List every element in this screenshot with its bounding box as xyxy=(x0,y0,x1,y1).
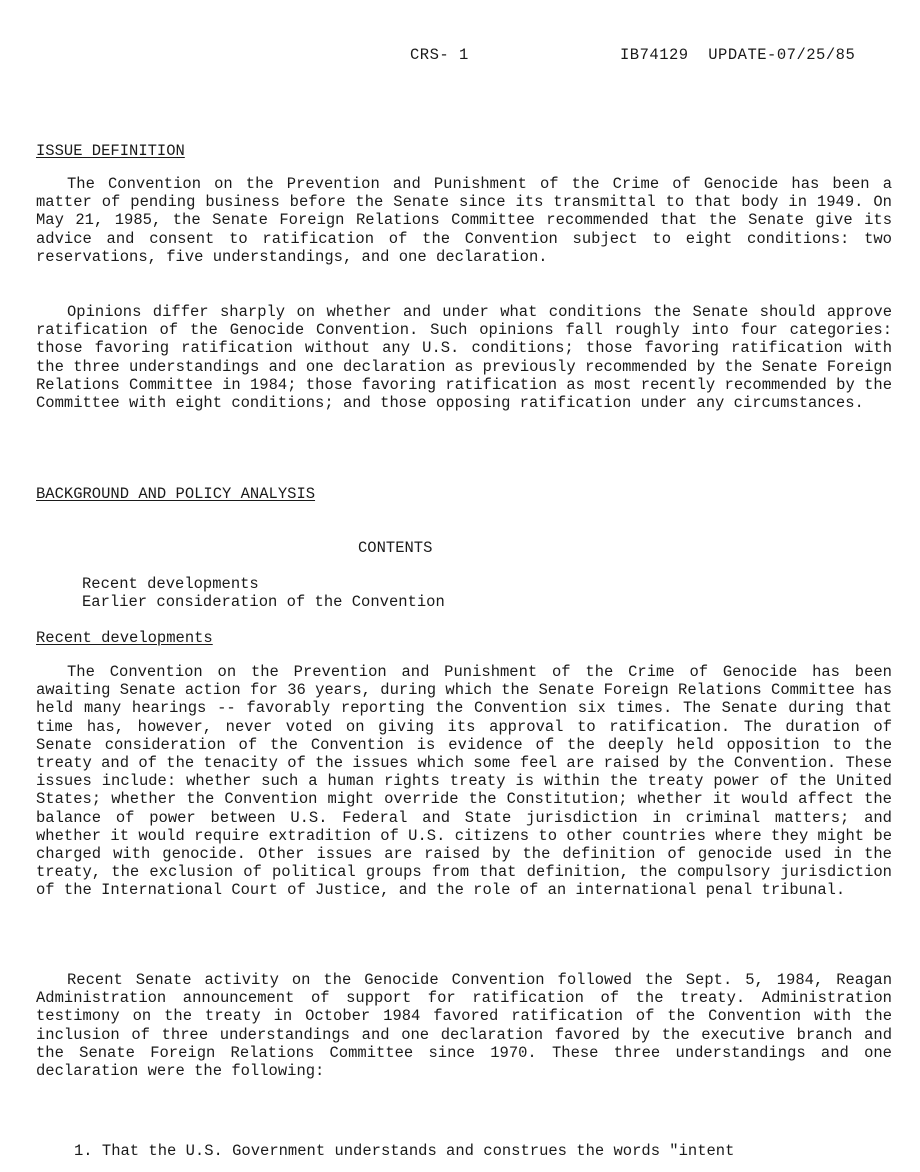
recent-developments-heading: Recent developments xyxy=(36,629,213,647)
issue-definition-paragraph-2: Opinions differ sharply on whether and under what conditions the Senate should approve ratification of the Genocide Convention. Such opinions fall roughly into four categories: those favoring ratification without any U.S. conditions; those favoring ratification with the three understandings and one declaration as previously recommended by the Senate Foreign Relations Committee in 1984; those favoring ratification as most recently recommended by the Committee with eight conditions; and those opposing ratification under any circumstances. xyxy=(36,303,892,413)
page-number: CRS- 1 xyxy=(410,46,469,64)
issue-definition-paragraph-1: The Convention on the Prevention and Punishment of the Crime of Genocide has been a matter of pending business before the Senate since its transmittal to that body in 1949. On May 21, 1985, the Senate Foreign Relations Committee recommended that the Senate give its advice and consent to ratification of the Convention subject to eight conditions: two reservations, five understandings, and one declaration. xyxy=(36,175,892,266)
contents-item-earlier-consideration: Earlier consideration of the Convention xyxy=(82,593,445,611)
document-id xyxy=(620,46,855,64)
issue-definition-heading: ISSUE DEFINITION xyxy=(36,142,185,160)
background-heading: BACKGROUND AND POLICY ANALYSIS xyxy=(36,485,316,503)
contents-item-recent-developments: Recent developments xyxy=(82,575,259,593)
recent-developments-paragraph-2: Recent Senate activity on the Genocide Convention followed the Sept. 5, 1984, Reagan Administration announcement of support for ratification of the treaty. Administration testimony on the treaty in October 1984 favored ratification of the Convention with the inclusion of three understandings and one declaration favored by the executive branch and the Senate Foreign Relations Committee since 1970. These three understandings and one declaration were the following: xyxy=(36,971,892,1081)
doc-id: IB74129 xyxy=(620,46,689,64)
update-date: UPDATE-07/25/85 xyxy=(708,46,856,64)
understanding-list-item-1: 1. That the U.S. Government understands and construes the words "intent xyxy=(74,1142,735,1160)
recent-developments-paragraph-1: The Convention on the Prevention and Punishment of the Crime of Genocide has been awaiting Senate action for 36 years, during which the Senate Foreign Relations Committee has held many hearings -- favorably reporting the Convention six times. The Senate during that time has, however, never voted on giving its approval to ratification. The duration of Senate consideration of the Convention is evidence of the deeply held opposition to the treaty and of the tenacity of the issues which some feel are raised by the Convention. These issues include: whether such a human rights treaty is within the treaty power of the United States; whether the Convention might override the Constitution; whether it would affect the balance of power between U.S. Federal and State jurisdiction in criminal matters; and whether it would require extradition of U.S. citizens to other countries where they might be charged with genocide. Other issues are raised by the definition of genocide used in the treaty, the exclusion of political groups from that definition, the compulsory jurisdiction of the International Court of Justice, and the role of an international penal tribunal. xyxy=(36,663,892,900)
contents-title: CONTENTS xyxy=(358,539,433,557)
